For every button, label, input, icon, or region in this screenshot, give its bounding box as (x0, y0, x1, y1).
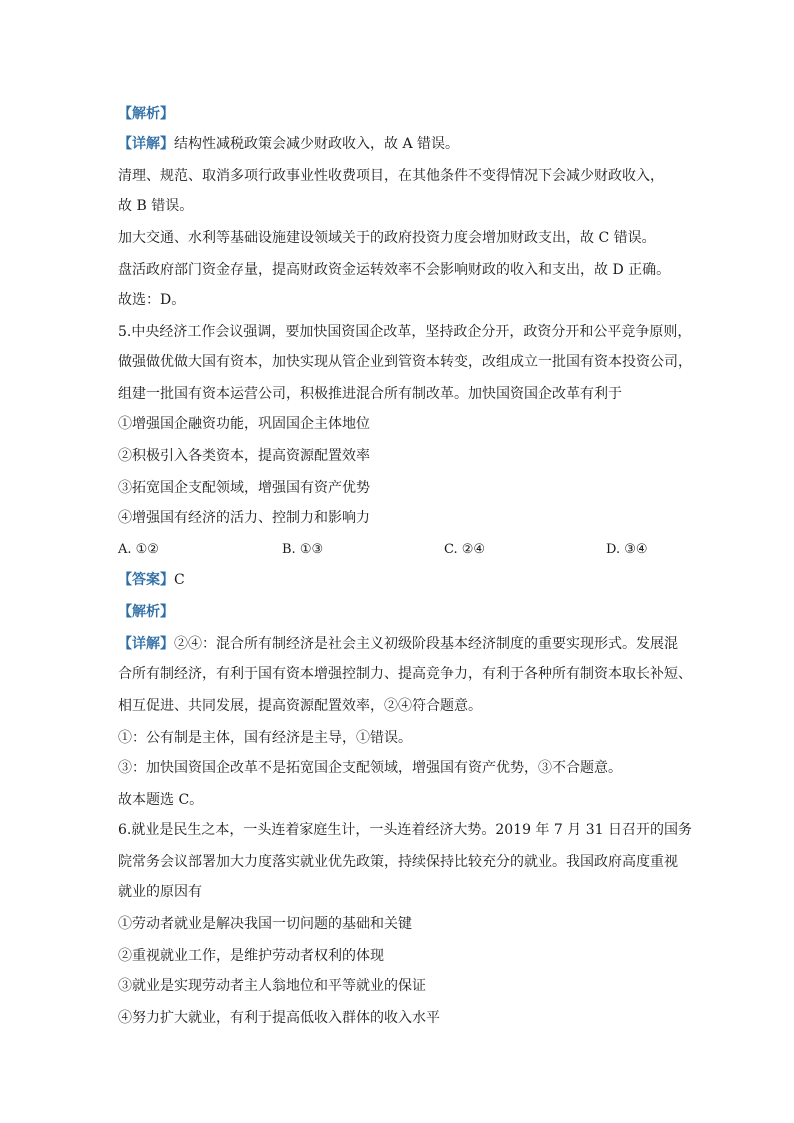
q6-stem-line-1: 6.就业是民生之本，一头连着家庭生计，一头连着经济大势。2019 年 7 月 31 日召开的国务 (118, 822, 692, 838)
q6-statement-2: ②重视就业工作，是维护劳动者权利的体现 (118, 948, 384, 964)
q5-detail-line-2: 合所有制经济，有利于国有资本增强控制力、提高竞争力，有利于各种所有制资本取长补短、 (118, 666, 692, 682)
q5-answer-line (118, 570, 678, 590)
q5-statement-3: ③拓宽国企支配领域，增强国有资产优势 (118, 480, 370, 496)
q5-statement-2: ②积极引入各类资本，提高资源配置效率 (118, 448, 370, 464)
q5-answer-value: C (174, 572, 185, 588)
q6-statement-1: ①劳动者就业是解决我国一切问题的基础和关键 (118, 916, 412, 932)
q5-option-c: C. ②④ (444, 542, 486, 557)
q6-stem-line-3: 就业的原因有 (118, 884, 202, 900)
q4-analysis-line-2: 清理、规范、取消多项行政事业性收费项目，在其他条件不变得情况下会减少财政收入， (118, 168, 664, 184)
q6-stem-line-2: 院常务会议部署加大力度落实就业优先政策，持续保持比较充分的就业。我国政府高度重视 (118, 854, 678, 870)
q5-detail-text: ②④：混合所有制经济是社会主义初级阶段基本经济制度的重要实现形式。发展混 (174, 636, 678, 652)
q4-analysis-line-3: 故 B 错误。 (118, 198, 194, 214)
q5-option-a: A. ①② (118, 542, 159, 557)
q4-conclusion: 故选：D。 (118, 292, 186, 308)
q5-detail-line-3: 相互促进、共同发展，提高资源配置效率，②④符合题意。 (118, 698, 482, 714)
q5-option-d: D. ③④ (606, 542, 648, 557)
q5-stem-line-3: 组建一批国有资本运营公司，积极推进混合所有制改革。加快国资国企改革有利于 (118, 386, 622, 402)
q4-detail-text: 结构性减税政策会减少财政收入，故 A 错误。 (174, 136, 460, 152)
q5-statement-4: ④增强国有经济的活力、控制力和影响力 (118, 510, 370, 526)
q4-analysis-line-4: 加大交通、水利等基础设施建设领域关于的政府投资力度会增加财政支出，故 C 错误。 (118, 230, 656, 246)
q6-statement-3: ③就业是实现劳动者主人翁地位和平等就业的保证 (118, 978, 426, 994)
q5-option-b: B. ①③ (282, 542, 324, 557)
q4-analysis-line-5: 盘活政府部门资金存量，提高财政资金运转效率不会影响财政的收入和支出，故 D 正确。 (118, 262, 671, 278)
q6-statement-4: ④努力扩大就业，有利于提高低收入群体的收入水平 (118, 1010, 440, 1026)
q5-detail-label: 【详解】 (118, 636, 174, 652)
q5-analysis-label: 【解析】 (118, 604, 174, 620)
q5-detail-line-1 (118, 634, 678, 654)
q5-detail-line-4: ①：公有制是主体，国有经济是主导，①错误。 (118, 730, 412, 746)
q5-statement-1: ①增强国企融资功能，巩固国企主体地位 (118, 416, 370, 432)
q4-detail-line (118, 134, 678, 154)
q5-stem-line-1: 5.中央经济工作会议强调，要加快国资国企改革，坚持政企分开，政资分开和公平竞争原则， (118, 324, 692, 340)
q5-detail-line-5: ③：加快国资国企改革不是拓宽国企支配领域，增强国有资产优势，③不合题意。 (118, 760, 622, 776)
q5-stem-line-2: 做强做优做大国有资本，加快实现从管企业到管资本转变，改组成立一批国有资本投资公司， (118, 354, 692, 370)
q5-conclusion: 故本题选 C。 (118, 792, 204, 808)
q5-answer-label: 【答案】 (118, 572, 174, 588)
q4-detail-label: 【详解】 (118, 136, 174, 152)
q4-analysis-label: 【解析】 (118, 106, 174, 122)
